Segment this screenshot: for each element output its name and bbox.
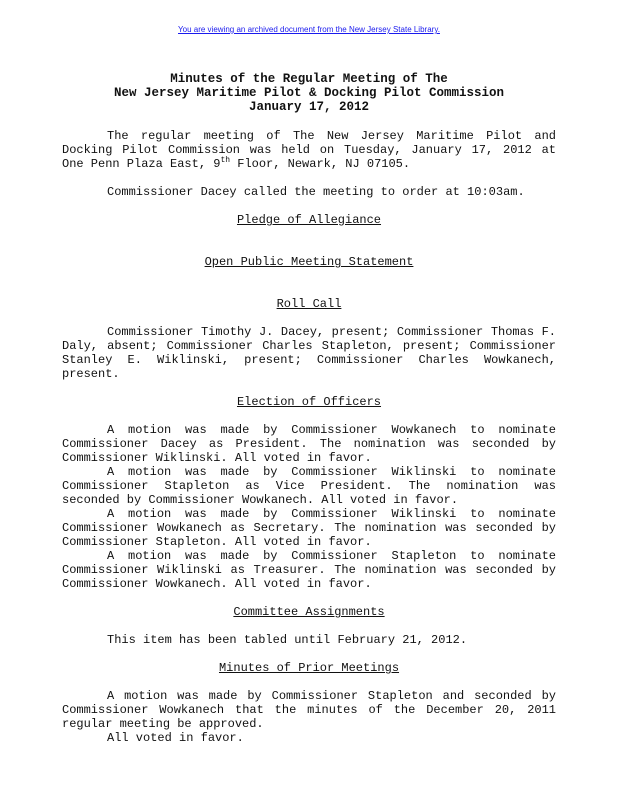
intro-superscript: th (220, 156, 231, 165)
election-paragraph: A motion was made by Commissioner Wowkanech to nominate Commissioner Dacey as President. The nomination was seconded by Commissioner Wiklinski. All voted in favor. (62, 423, 556, 465)
section-heading-pledge: Pledge of Allegiance (236, 213, 382, 227)
section-heading-open-public-meeting: Open Public Meeting Statement (204, 255, 414, 269)
title-line-2: New Jersey Maritime Pilot & Docking Pilot Commission (113, 86, 505, 100)
election-paragraph: A motion was made by Commissioner Stapleton to nominate Commissioner Wiklinski as Treasurer. The nomination was seconded by Commissioner Wowkanech. All voted in favor. (62, 549, 556, 591)
roll-call-paragraph: Commissioner Timothy J. Dacey, present; Commissioner Thomas F. Daly, absent; Commissioner Charles Stapleton, present; Commissioner Stanley E. Wiklinski, present; Commissioner Charles Wowkanech, present. (62, 325, 556, 381)
intro-text-part1: The regular meeting of The New Jersey Maritime Pilot and Docking Pilot Commission was held on Tuesday, January 17, 2012 at One Penn Plaza East, 9 (62, 129, 556, 171)
section-heading-minutes-of-prior-meetings: Minutes of Prior Meetings (218, 661, 400, 675)
title-line-1: Minutes of the Regular Meeting of The (170, 72, 448, 86)
call-to-order-paragraph: Commissioner Dacey called the meeting to order at 10:03am. (107, 185, 525, 199)
section-heading-election-of-officers: Election of Officers (236, 395, 382, 409)
intro-text-part2: Floor, Newark, NJ 07105. (230, 157, 411, 171)
intro-paragraph (62, 129, 556, 171)
section-heading-committee-assignments: Committee Assignments (233, 605, 385, 619)
title-line-3: January 17, 2012 (248, 100, 370, 114)
committee-paragraph: This item has been tabled until February 21, 2012. (107, 633, 468, 647)
meeting-minutes-document (62, 72, 556, 745)
election-paragraph: A motion was made by Commissioner Wiklinski to nominate Commissioner Wowkanech as Secretary. The nomination was seconded by Commissioner Stapleton. All voted in favor. (62, 507, 556, 549)
document-title (62, 72, 556, 114)
archive-notice-link[interactable]: You are viewing an archived document from the New Jersey State Library. (178, 25, 440, 34)
minutes-vote-paragraph: All voted in favor. (107, 731, 244, 745)
section-heading-roll-call: Roll Call (276, 297, 342, 311)
election-paragraph: A motion was made by Commissioner Wiklinski to nominate Commissioner Stapleton as Vice President. The nomination was seconded by Commissioner Wowkanech. All voted in favor. (62, 465, 556, 507)
minutes-paragraph: A motion was made by Commissioner Stapleton and seconded by Commissioner Wowkanech that the minutes of the December 20, 2011 regular meeting be approved. (62, 689, 556, 731)
